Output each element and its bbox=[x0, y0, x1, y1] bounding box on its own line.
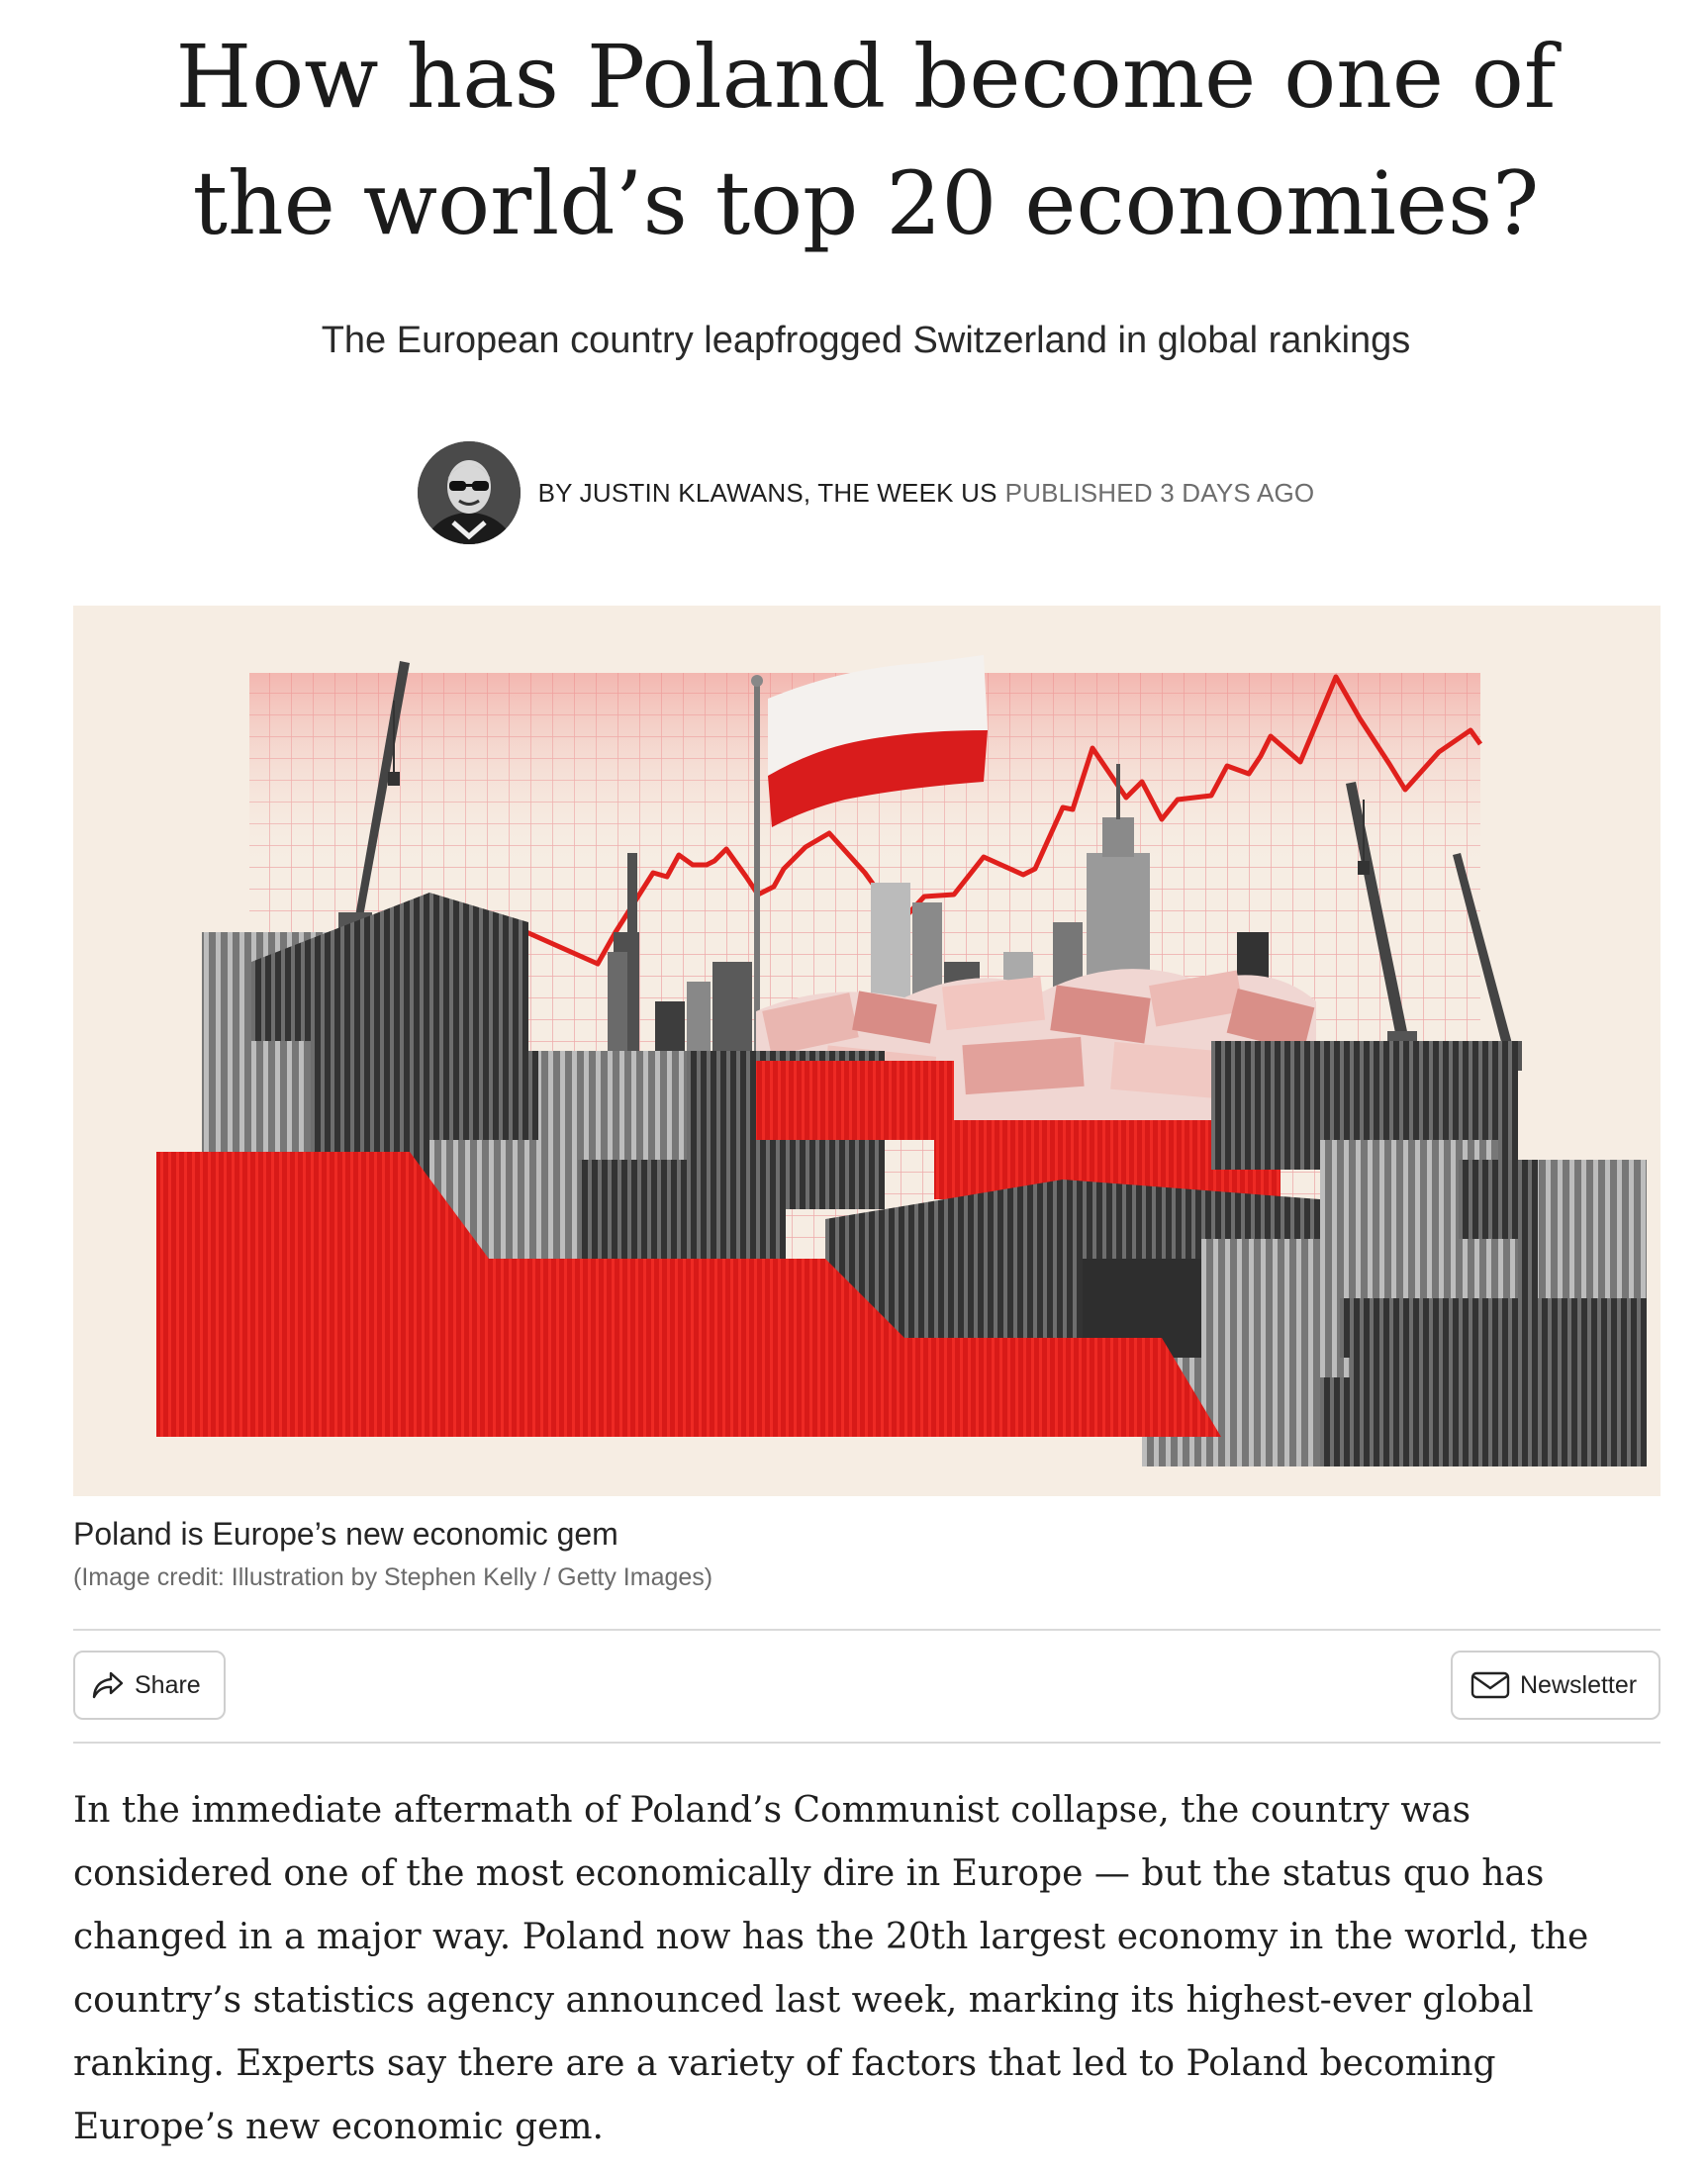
byline bbox=[0, 441, 1708, 544]
divider-top bbox=[73, 1629, 1661, 1631]
image-credit: (Image credit: Illustration by Stephen Kelly / Getty Images) bbox=[73, 1563, 713, 1591]
newsletter-button[interactable] bbox=[1451, 1651, 1661, 1720]
share-label: Share bbox=[135, 1670, 201, 1699]
byline-text bbox=[538, 478, 1315, 509]
envelope-icon bbox=[1471, 1670, 1510, 1700]
article-subtitle: The European country leapfrogged Switzerland in global rankings bbox=[321, 320, 1411, 361]
author-name[interactable]: BY JUSTIN KLAWANS, THE WEEK US bbox=[537, 477, 997, 508]
share-arrow-icon bbox=[91, 1670, 125, 1700]
article-headline: How has Poland become one of the world’s top 20 economies? bbox=[175, 26, 1557, 254]
hero-image bbox=[73, 606, 1661, 1496]
image-caption: Poland is Europe’s new economic gem bbox=[73, 1516, 618, 1552]
divider-bottom bbox=[73, 1742, 1661, 1744]
article-body: In the immediate aftermath of Poland’s Communist collapse, the country was considered one of the most economically dire in Europe — but the status quo has changed in a major way. Poland now has the 20th largest economy in the world, the country’s statistics agency announced last week, marking its highest-ever global ranking. Experts say there are a variety of factors that led to Poland becoming Europe’s new economic gem. bbox=[73, 1790, 1589, 2147]
poland-economy-illustration bbox=[73, 606, 1661, 1496]
newsletter-label: Newsletter bbox=[1520, 1670, 1638, 1699]
share-button[interactable] bbox=[73, 1651, 226, 1720]
author-avatar[interactable] bbox=[418, 441, 521, 544]
published-date: PUBLISHED 3 DAYS AGO bbox=[1004, 477, 1315, 508]
